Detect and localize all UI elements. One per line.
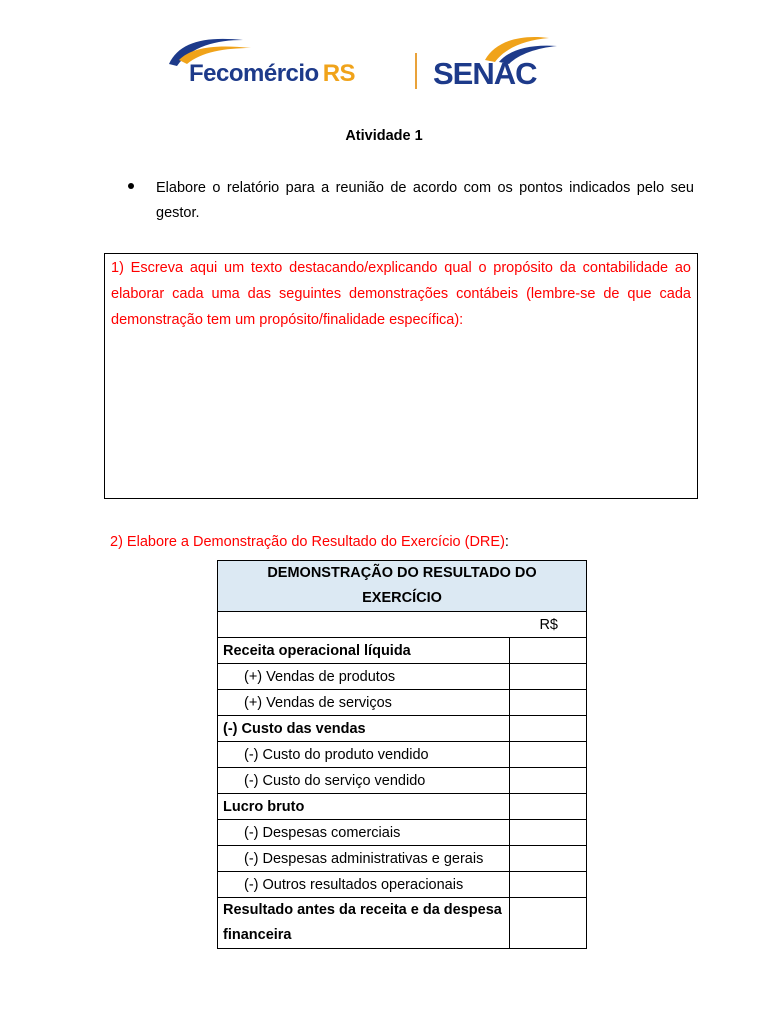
dre-row-value-cell[interactable]	[510, 638, 587, 664]
dre-currency-row	[218, 612, 587, 638]
dre-table	[217, 560, 587, 949]
dre-row-value-cell[interactable]	[510, 898, 587, 949]
dre-row-label: (-) Despesas administrativas e gerais	[218, 846, 510, 872]
dre-row-value-cell[interactable]	[510, 716, 587, 742]
question2-heading	[110, 534, 509, 550]
dre-row-label: (-) Despesas comerciais	[218, 820, 510, 846]
table-row	[218, 768, 587, 794]
dre-row-value-cell[interactable]	[510, 690, 587, 716]
question2-text: 2) Elabore a Demonstração do Resultado do Exercício (DRE)	[110, 534, 505, 550]
dre-row-value-cell[interactable]	[510, 846, 587, 872]
dre-row-label: (+) Vendas de produtos	[218, 664, 510, 690]
table-row	[218, 794, 587, 820]
table-row	[218, 690, 587, 716]
logo-divider	[415, 53, 417, 89]
page-title: Atividade 1	[345, 128, 423, 144]
table-row	[218, 716, 587, 742]
dre-row-label: Lucro bruto	[218, 794, 510, 820]
dre-row-value-cell[interactable]	[510, 664, 587, 690]
table-row	[218, 872, 587, 898]
question2-colon: :	[504, 534, 509, 550]
dre-header-row	[218, 561, 587, 612]
dre-row-label: (-) Custo das vendas	[218, 716, 510, 742]
dre-row-label: (-) Outros resultados operacionais	[218, 872, 510, 898]
dre-currency-label: R$	[218, 612, 587, 638]
question1-answer-box[interactable]	[104, 253, 698, 499]
dre-row-label: (-) Custo do serviço vendido	[218, 768, 510, 794]
dre-row-label: Receita operacional líquida	[218, 638, 510, 664]
instruction-bullet	[128, 176, 694, 226]
table-row	[218, 742, 587, 768]
dre-table-header: DEMONSTRAÇÃO DO RESULTADO DO EXERCÍCIO	[218, 561, 587, 612]
dre-row-value-cell[interactable]	[510, 768, 587, 794]
table-row	[218, 820, 587, 846]
dre-row-label: Resultado antes da receita e da despesa financeira	[218, 898, 510, 949]
senac-logo	[433, 30, 563, 95]
fecomercio-logo	[165, 30, 405, 95]
fecomercio-name: Fecomércio	[189, 60, 319, 87]
dre-row-value-cell[interactable]	[510, 794, 587, 820]
fecomercio-wordmark	[189, 60, 355, 88]
senac-wordmark: SENAC	[433, 56, 537, 91]
table-row	[218, 846, 587, 872]
dre-row-value-cell[interactable]	[510, 742, 587, 768]
dre-row-value-cell[interactable]	[510, 820, 587, 846]
bullet-text: Elabore o relatório para a reunião de acordo com os pontos indicados pelo seu gestor.	[156, 180, 694, 221]
table-row	[218, 638, 587, 664]
dre-row-value-cell[interactable]	[510, 872, 587, 898]
dre-row-label: (+) Vendas de serviços	[218, 690, 510, 716]
table-row	[218, 898, 587, 949]
dre-row-label: (-) Custo do produto vendido	[218, 742, 510, 768]
header-logos	[165, 30, 565, 95]
table-row	[218, 664, 587, 690]
question1-text: 1) Escreva aqui um texto destacando/explicando qual o propósito da contabilidade ao elaborar cada uma das seguintes demonstrações contábeis (lembre-se de que cada demonstração tem um propósito/finalidade específica):	[111, 260, 691, 328]
fecomercio-suffix: RS	[322, 60, 356, 87]
bullet-dot-icon	[128, 183, 134, 189]
